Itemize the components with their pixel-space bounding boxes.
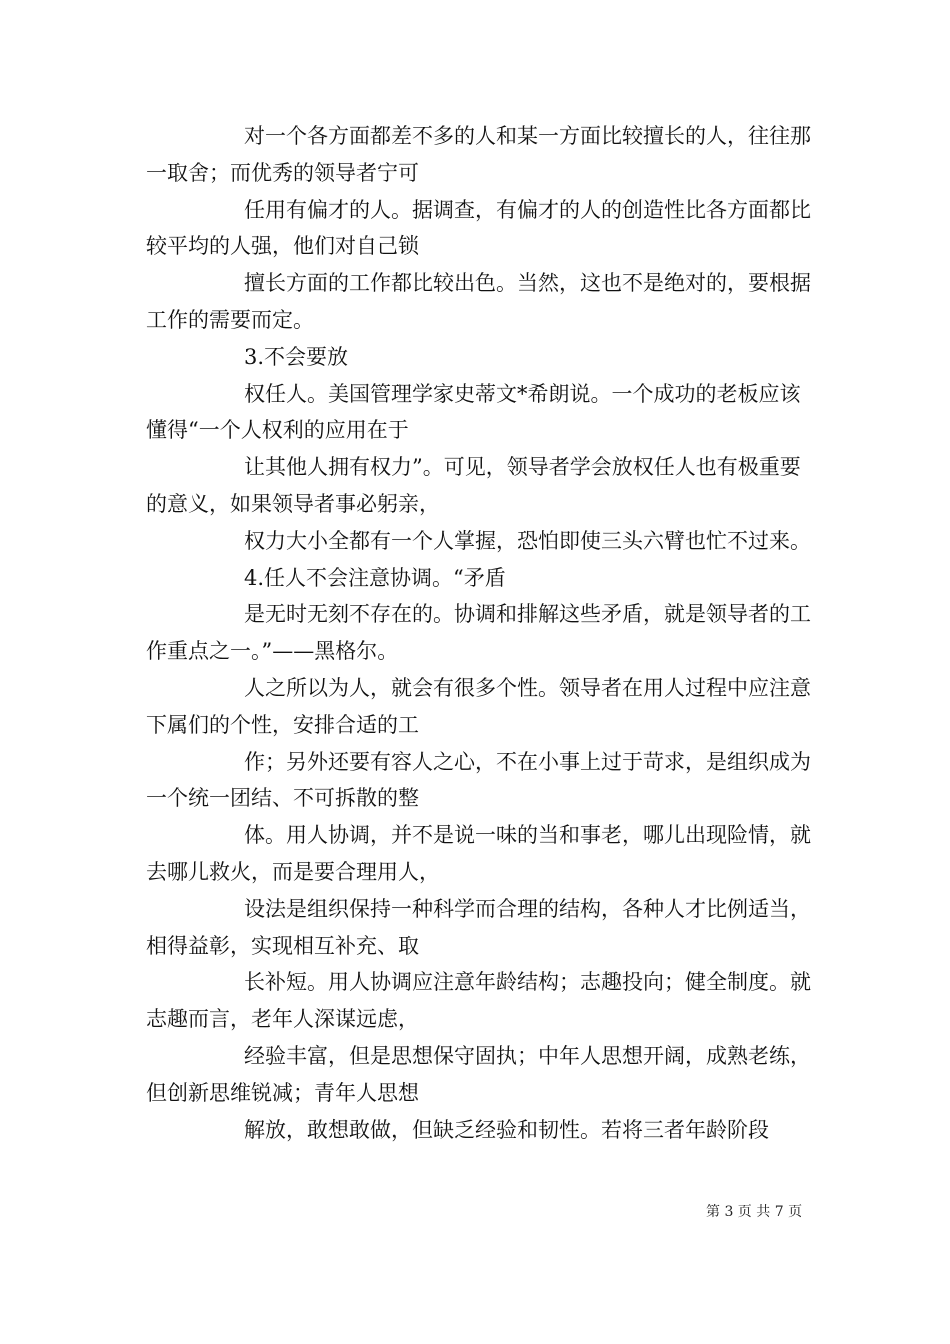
paragraph-12: 长补短。用人协调应注意年龄结构；志趣投向；健全制度。就志趣而言，老年人深谋远虑， — [146, 970, 811, 1032]
paragraph-4: 权任人。美国管理学家史蒂文*希朗说。一个成功的老板应该懂得“一个人权利的应用在于 — [146, 381, 801, 443]
document-body — [146, 118, 816, 1148]
paragraph-7: 是无时无刻不存在的。协调和排解这些矛盾，就是领导者的工作重点之一。”——黑格尔。 — [146, 602, 811, 664]
paragraph-13: 经验丰富，但是思想保守固执；中年人思想开阔，成熟老练，但创新思维锐减；青年人思想 — [146, 1043, 811, 1105]
paragraph-14: 解放，敢想敢做，但缺乏经验和韧性。若将三者年龄阶段 — [244, 1117, 769, 1142]
paragraph-11: 设法是组织保持一种科学而合理的结构，各种人才比例适当，相得益彰，实现相互补充、取 — [146, 896, 811, 958]
paragraph-8: 人之所以为人，就会有很多个性。领导者在用人过程中应注意下属们的个性，安排合适的工 — [146, 675, 811, 737]
paragraph-heading-4: 4.任人不会注意协调。“矛盾 — [244, 565, 506, 590]
paragraph-heading-3: 3.不会要放 — [244, 344, 349, 369]
paragraph-9: 作；另外还要有容人之心，不在小事上过于苛求，是组织成为一个统一团结、不可拆散的整 — [146, 749, 811, 811]
paragraph-2: 任用有偏才的人。据调查，有偏才的人的创造性比各方面都比较平均的人强，他们对自己锁 — [146, 197, 811, 259]
paragraph-10: 体。用人协调，并不是说一味的当和事老，哪儿出现险情，就去哪儿救火，而是要合理用人， — [146, 823, 811, 884]
paragraph-3: 擅长方面的工作都比较出色。当然，这也不是绝对的，要根据工作的需要而定。 — [146, 271, 811, 332]
page-number-footer: 第 3 页 共 7 页 — [706, 1204, 803, 1220]
paragraph-1: 对一个各方面都差不多的人和某一方面比较擅长的人，往往那一取舍；而优秀的领导者宁可 — [146, 124, 811, 185]
paragraph-5: 让其他人拥有权力”。可见，领导者学会放权任人也有极重要的意义，如果领导者事必躬亲， — [146, 455, 801, 516]
paragraph-6: 权力大小全都有一个人掌握，恐怕即使三头六臂也忙不过来。 — [244, 528, 811, 553]
